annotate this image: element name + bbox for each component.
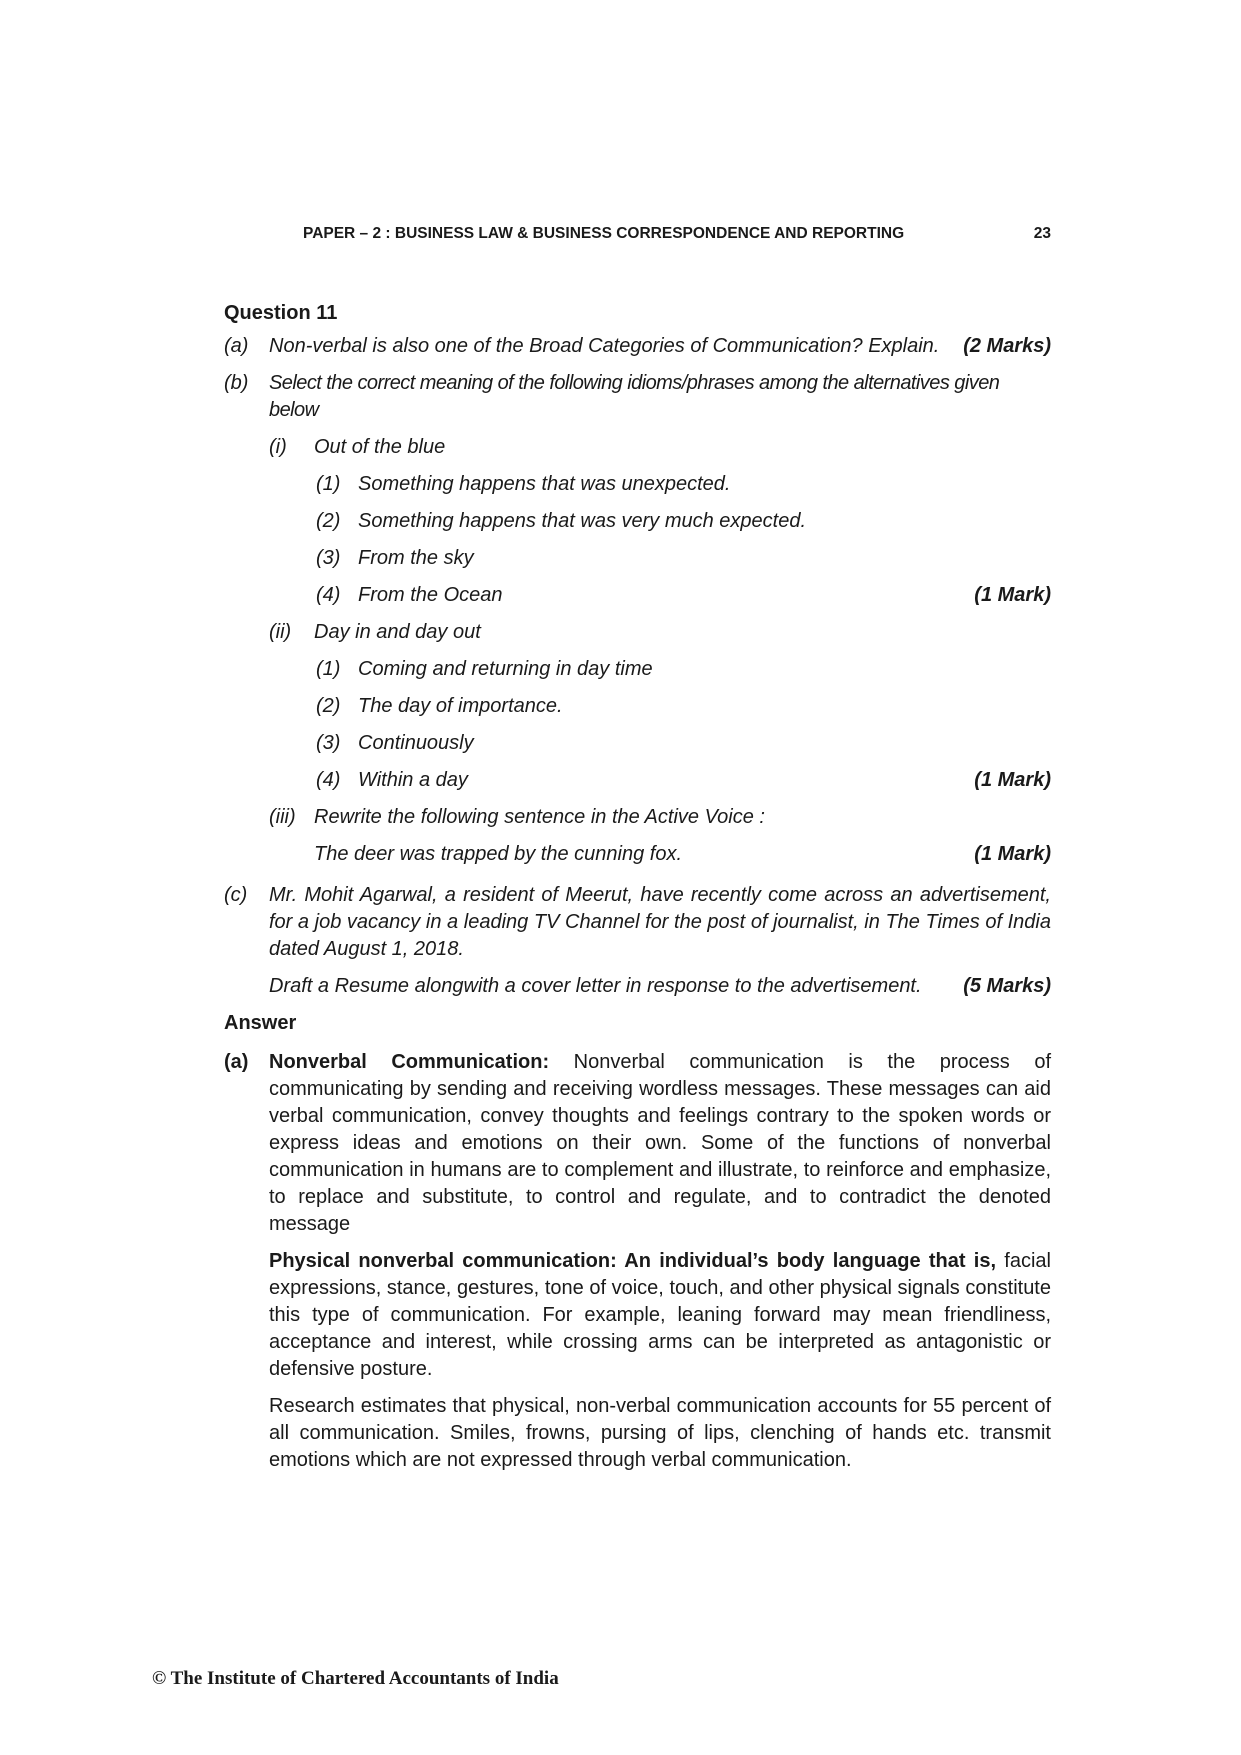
- option-label: (4): [316, 769, 341, 791]
- option-item: [224, 471, 1051, 498]
- answer-a-text: Nonverbal communication is the process of communicating by sending and receiving wordless messages. These messages can aid verbal communication, convey thoughts and feelings contrary to the spoken words or express ideas and emotions on their own. Some of the functions of nonverbal communication in humans are to complement and illustrate, to reinforce and emphasize, to replace and substitute, to control and regulate, and to contradict the denoted message: [269, 1051, 1051, 1235]
- question-a-marks: (2 Marks): [963, 335, 1051, 357]
- question-b-ii-marks: (1 Mark): [974, 769, 1051, 791]
- question-b: [224, 370, 1051, 424]
- option-label: (3): [316, 547, 341, 569]
- option-text: Something happens that was unexpected.: [358, 473, 731, 495]
- page-number: 23: [1033, 225, 1051, 242]
- option-label: (2): [316, 695, 341, 717]
- question-b-iii-marks: (1 Mark): [974, 843, 1051, 865]
- question-b-ii: [224, 619, 1051, 646]
- physical-text: facial expressions, stance, gestures, tone of voice, touch, and other physical signals constitute this type of communication. For example, leaning forward may mean friendliness, acceptance and interest, while crossing arms can be interpreted as antagonistic or defensive posture.: [269, 1250, 1051, 1380]
- question-b-iii-label: (iii): [269, 806, 296, 828]
- option-item: [224, 730, 1051, 757]
- option-text: Within a day: [358, 769, 468, 791]
- question-b-iii-sentence: The deer was trapped by the cunning fox.: [314, 843, 683, 865]
- question-a-label: (a): [224, 335, 249, 357]
- question-b-iii-sentence-row: [224, 841, 1051, 868]
- research-paragraph: Research estimates that physical, non-verbal communication accounts for 55 percent of all communication. Smiles, frowns, pursing of lips, clenching of hands etc. transmit emotions which are not expressed through verbal communication.: [269, 1395, 1051, 1471]
- question-b-ii-label: (ii): [269, 621, 292, 643]
- option-text: From the sky: [358, 547, 474, 569]
- option-item: [224, 693, 1051, 720]
- question-b-iii-text: Rewrite the following sentence in the Active Voice :: [314, 806, 765, 828]
- question-c-instruction-row: [224, 973, 1051, 1000]
- option-text: Coming and returning in day time: [358, 658, 653, 680]
- question-c-text: Mr. Mohit Agarwal, a resident of Meerut, have recently come across an advertisement, for a job vacancy in a leading TV Channel for the post of journalist, in The Times of India dated August 1, 2018.: [269, 884, 1051, 960]
- answer-title: Answer: [224, 1012, 297, 1034]
- question-b-i-marks: (1 Mark): [974, 584, 1051, 606]
- question-b-i-text: Out of the blue: [314, 436, 446, 458]
- option-item: [224, 656, 1051, 683]
- answer-a-paragraph: [269, 1049, 1051, 1238]
- answer-a: [224, 1049, 1051, 1238]
- option-label: (4): [316, 584, 341, 606]
- answer-a-label: (a): [224, 1051, 249, 1073]
- physical-heading: Physical nonverbal communication: An individual’s body language that is,: [269, 1250, 997, 1272]
- option-label: (3): [316, 732, 341, 754]
- option-label: (1): [316, 658, 341, 680]
- question-b-i-label: (i): [269, 436, 287, 458]
- footer-copyright: © The Institute of Chartered Accountants of India: [152, 1668, 559, 1689]
- option-label: (2): [316, 510, 341, 532]
- option-text: The day of importance.: [358, 695, 563, 717]
- question-c: [224, 882, 1051, 963]
- option-item: [224, 545, 1051, 572]
- option-text: Something happens that was very much expected.: [358, 510, 807, 532]
- question-c-instruction: Draft a Resume alongwith a cover letter in response to the advertisement.: [269, 975, 922, 997]
- question-c-marks: (5 Marks): [963, 975, 1051, 997]
- question-b-ii-text: Day in and day out: [314, 621, 481, 643]
- question-b-label: (b): [224, 372, 249, 394]
- physical-paragraph: [224, 1248, 1051, 1383]
- question-title: Question 11: [224, 302, 338, 324]
- option-item: [224, 508, 1051, 535]
- option-text: Continuously: [358, 732, 474, 754]
- option-label: (1): [316, 473, 341, 495]
- question-a: [224, 333, 1051, 360]
- option-item: [224, 582, 1051, 609]
- option-item: [224, 767, 1051, 794]
- answer-a-heading: Nonverbal Communication:: [269, 1051, 550, 1073]
- option-text: From the Ocean: [358, 584, 503, 606]
- question-c-label: (c): [224, 884, 248, 906]
- question-b-text: Select the correct meaning of the following idioms/phrases among the alternatives given below: [269, 372, 1000, 421]
- page-content: [224, 300, 1051, 1484]
- question-b-i: [224, 434, 1051, 461]
- header-title: PAPER – 2 : BUSINESS LAW & BUSINESS CORRESPONDENCE AND REPORTING: [303, 225, 905, 242]
- question-b-iii: [224, 804, 1051, 831]
- question-a-text: Non-verbal is also one of the Broad Categories of Communication? Explain.: [269, 335, 940, 357]
- page-header: [303, 225, 1051, 243]
